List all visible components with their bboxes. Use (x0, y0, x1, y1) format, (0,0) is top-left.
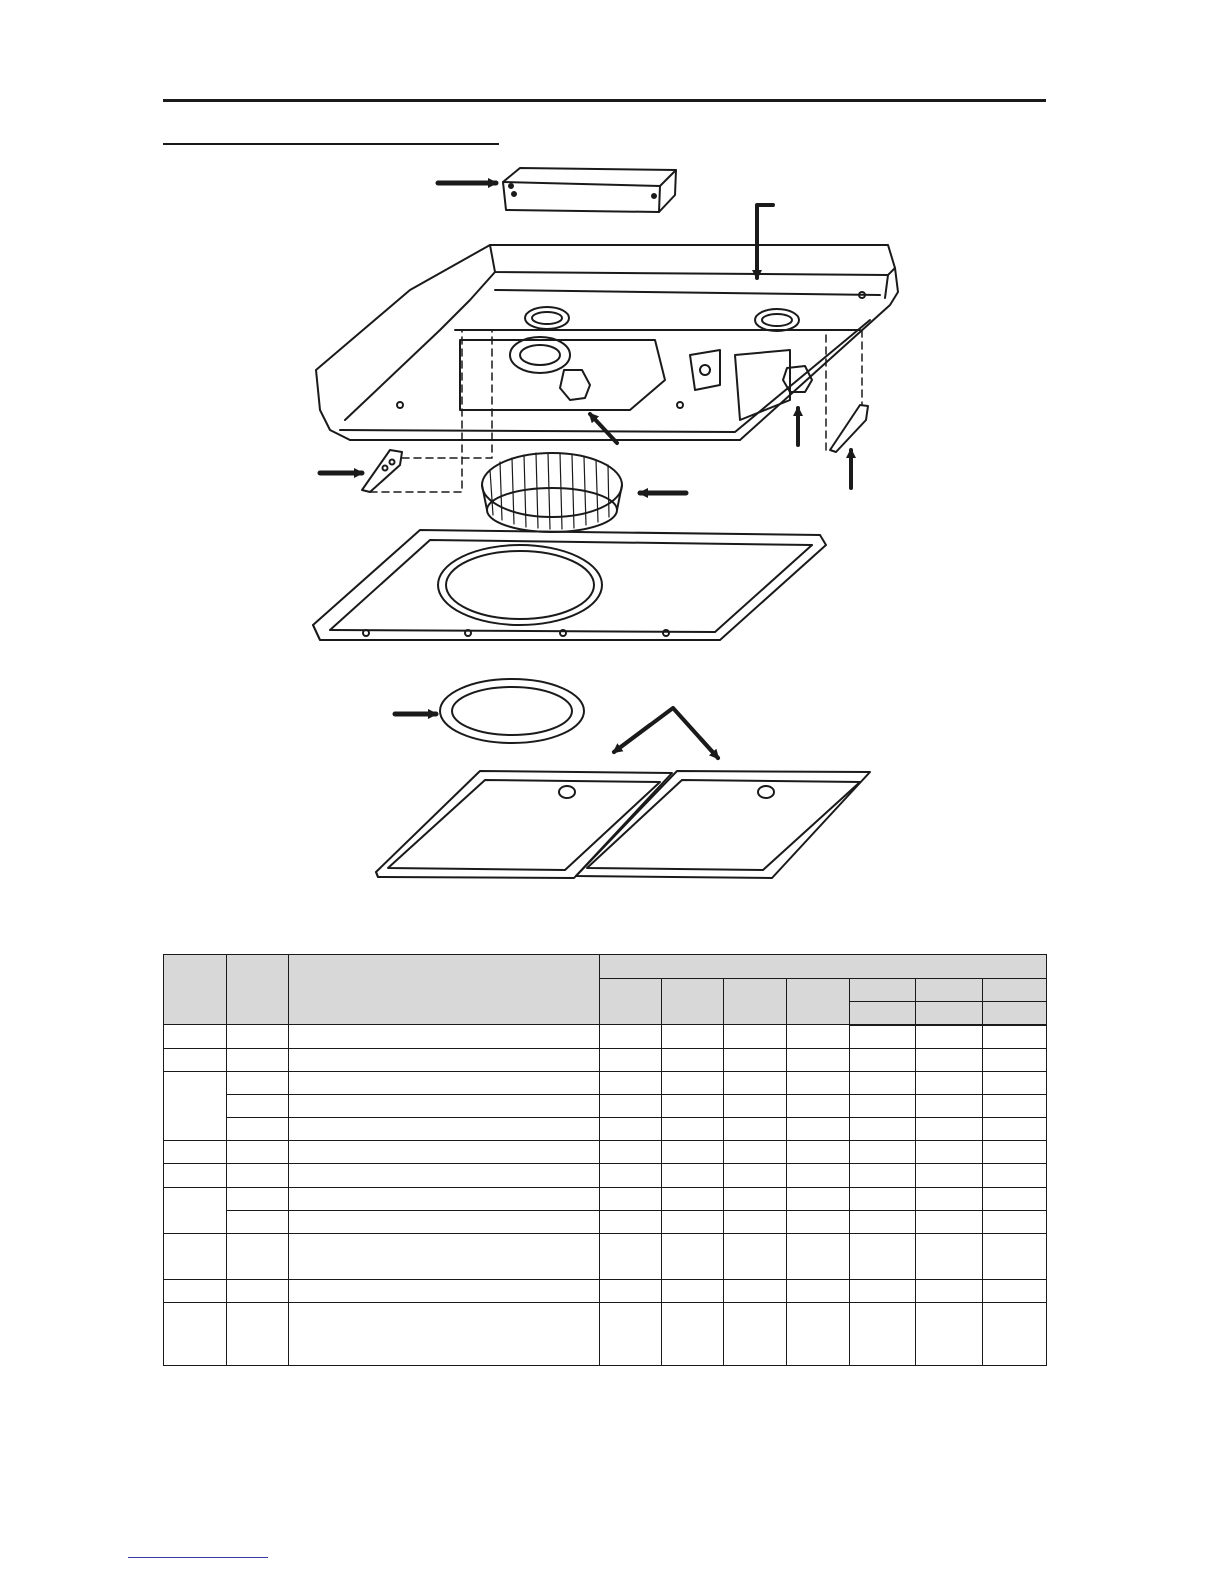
table-cell (164, 1164, 227, 1187)
hood-body (316, 245, 898, 440)
table-cell (600, 1280, 662, 1303)
table-cell (916, 1164, 983, 1187)
table-cell (662, 1071, 724, 1094)
table-cell (983, 1164, 1047, 1187)
table-cell (662, 1303, 724, 1366)
table-cell (662, 1118, 724, 1141)
table-cell (289, 1094, 600, 1117)
table-cell (850, 1210, 916, 1233)
table-cell (916, 1071, 983, 1094)
table-cell (916, 1118, 983, 1141)
table-cell (164, 1233, 227, 1279)
table-cell (600, 1303, 662, 1366)
table-cell (227, 1141, 289, 1164)
header-cell (662, 979, 724, 1025)
table-row (164, 1164, 1047, 1187)
table-cell (662, 1094, 724, 1117)
table-cell (289, 1187, 600, 1210)
table-cell (916, 1025, 983, 1048)
header-cell (850, 979, 916, 1002)
table-cell (724, 1094, 787, 1117)
header-cell (916, 1002, 983, 1025)
table-cell (662, 1280, 724, 1303)
table-cell (983, 1187, 1047, 1210)
table-cell (787, 1094, 850, 1117)
table-cell (916, 1094, 983, 1117)
table-cell (787, 1025, 850, 1048)
table-cell (983, 1025, 1047, 1048)
duct-adapter (503, 168, 676, 212)
table-cell (289, 1071, 600, 1094)
header-cell (724, 979, 787, 1025)
table-cell (227, 1280, 289, 1303)
table-cell (227, 1025, 289, 1048)
table-cell (289, 1025, 600, 1048)
parts-table (163, 954, 1047, 1366)
table-cell (600, 1071, 662, 1094)
table-cell (983, 1071, 1047, 1094)
table-cell (724, 1164, 787, 1187)
table-cell (662, 1233, 724, 1279)
table-cell (787, 1118, 850, 1141)
table-cell (227, 1071, 289, 1094)
table-cell (600, 1164, 662, 1187)
table-cell (600, 1025, 662, 1048)
table-cell (227, 1094, 289, 1117)
table-cell (850, 1071, 916, 1094)
table-cell (662, 1141, 724, 1164)
table-cell (724, 1303, 787, 1366)
table-row (164, 1233, 1047, 1279)
table-cell (289, 1233, 600, 1279)
table-cell (724, 1025, 787, 1048)
table-cell (787, 1187, 850, 1210)
table-cell (227, 1118, 289, 1141)
header-cell (983, 979, 1047, 1002)
table-cell (227, 1187, 289, 1210)
table-cell (983, 1210, 1047, 1233)
table-cell (600, 1141, 662, 1164)
table-cell (983, 1118, 1047, 1141)
table-cell (289, 1048, 600, 1071)
table-cell (916, 1141, 983, 1164)
table-cell (724, 1141, 787, 1164)
table-cell (787, 1071, 850, 1094)
table-cell (164, 1141, 227, 1164)
header-cell (289, 955, 600, 1025)
table-cell (662, 1210, 724, 1233)
table-cell (724, 1048, 787, 1071)
header-cell (600, 979, 662, 1025)
table-cell (227, 1210, 289, 1233)
table-cell (289, 1164, 600, 1187)
table-cell (164, 1187, 227, 1233)
grease-filter-left (376, 771, 672, 878)
table-header-row (164, 955, 1047, 979)
table-cell (600, 1187, 662, 1210)
table-cell (724, 1187, 787, 1210)
table-cell (662, 1164, 724, 1187)
table-row (164, 1187, 1047, 1210)
table-cell (850, 1048, 916, 1071)
table-cell (662, 1187, 724, 1210)
table-cell (227, 1303, 289, 1366)
table-cell (724, 1280, 787, 1303)
table-cell (787, 1048, 850, 1071)
table-cell (164, 1025, 227, 1048)
table-cell (787, 1164, 850, 1187)
table-cell (289, 1118, 600, 1141)
table-cell (724, 1118, 787, 1141)
table-cell (724, 1233, 787, 1279)
blower-wheel (482, 453, 622, 532)
footer-link-underline[interactable] (128, 1557, 268, 1558)
table-row (164, 1118, 1047, 1141)
table-cell (289, 1141, 600, 1164)
header-cell (600, 955, 1047, 979)
table-cell (662, 1048, 724, 1071)
light-bulb-left (560, 370, 590, 400)
table-cell (916, 1210, 983, 1233)
header-cell (916, 979, 983, 1002)
table-cell (600, 1233, 662, 1279)
table-cell (227, 1233, 289, 1279)
table-cell (662, 1025, 724, 1048)
table-cell (600, 1118, 662, 1141)
table-row (164, 1071, 1047, 1094)
header-cell (227, 955, 289, 1025)
table-cell (289, 1303, 600, 1366)
mounting-bracket-left (362, 450, 402, 492)
table-cell (850, 1118, 916, 1141)
header-cell (787, 979, 850, 1025)
table-cell (164, 1071, 227, 1140)
table-cell (164, 1303, 227, 1366)
header-cell (850, 1002, 916, 1025)
table-cell (164, 1280, 227, 1303)
table-cell (983, 1280, 1047, 1303)
table-cell (600, 1210, 662, 1233)
table-cell (787, 1280, 850, 1303)
table-cell (850, 1094, 916, 1117)
table-cell (227, 1048, 289, 1071)
table-cell (724, 1210, 787, 1233)
table-cell (850, 1303, 916, 1366)
mounting-bracket-right (830, 405, 868, 452)
table-cell (983, 1048, 1047, 1071)
table-cell (850, 1164, 916, 1187)
table-cell (850, 1187, 916, 1210)
header-cell (164, 955, 227, 1025)
table-cell (916, 1233, 983, 1279)
table-cell (600, 1094, 662, 1117)
table-cell (916, 1048, 983, 1071)
bottom-panel (313, 530, 826, 640)
table-cell (983, 1303, 1047, 1366)
table-cell (787, 1233, 850, 1279)
table-row (164, 1210, 1047, 1233)
table-cell (850, 1141, 916, 1164)
table-cell (787, 1303, 850, 1366)
gasket-ring (440, 679, 584, 743)
table-cell (850, 1025, 916, 1048)
table-row (164, 1048, 1047, 1071)
table-row (164, 1141, 1047, 1164)
table-cell (983, 1233, 1047, 1279)
table-cell (916, 1280, 983, 1303)
table-cell (983, 1141, 1047, 1164)
table-cell (787, 1141, 850, 1164)
table-cell (916, 1187, 983, 1210)
table-cell (850, 1280, 916, 1303)
table-cell (787, 1210, 850, 1233)
table-cell (227, 1164, 289, 1187)
table-cell (916, 1303, 983, 1366)
table-cell (983, 1094, 1047, 1117)
table-row (164, 1094, 1047, 1117)
table-row (164, 1280, 1047, 1303)
table-cell (724, 1071, 787, 1094)
grease-filter-right (576, 771, 870, 878)
table-cell (289, 1280, 600, 1303)
header-cell (983, 1002, 1047, 1025)
table-cell (600, 1048, 662, 1071)
table-row (164, 1025, 1047, 1048)
table-cell (164, 1048, 227, 1071)
table-row (164, 1303, 1047, 1366)
table-cell (289, 1210, 600, 1233)
table-cell (850, 1233, 916, 1279)
